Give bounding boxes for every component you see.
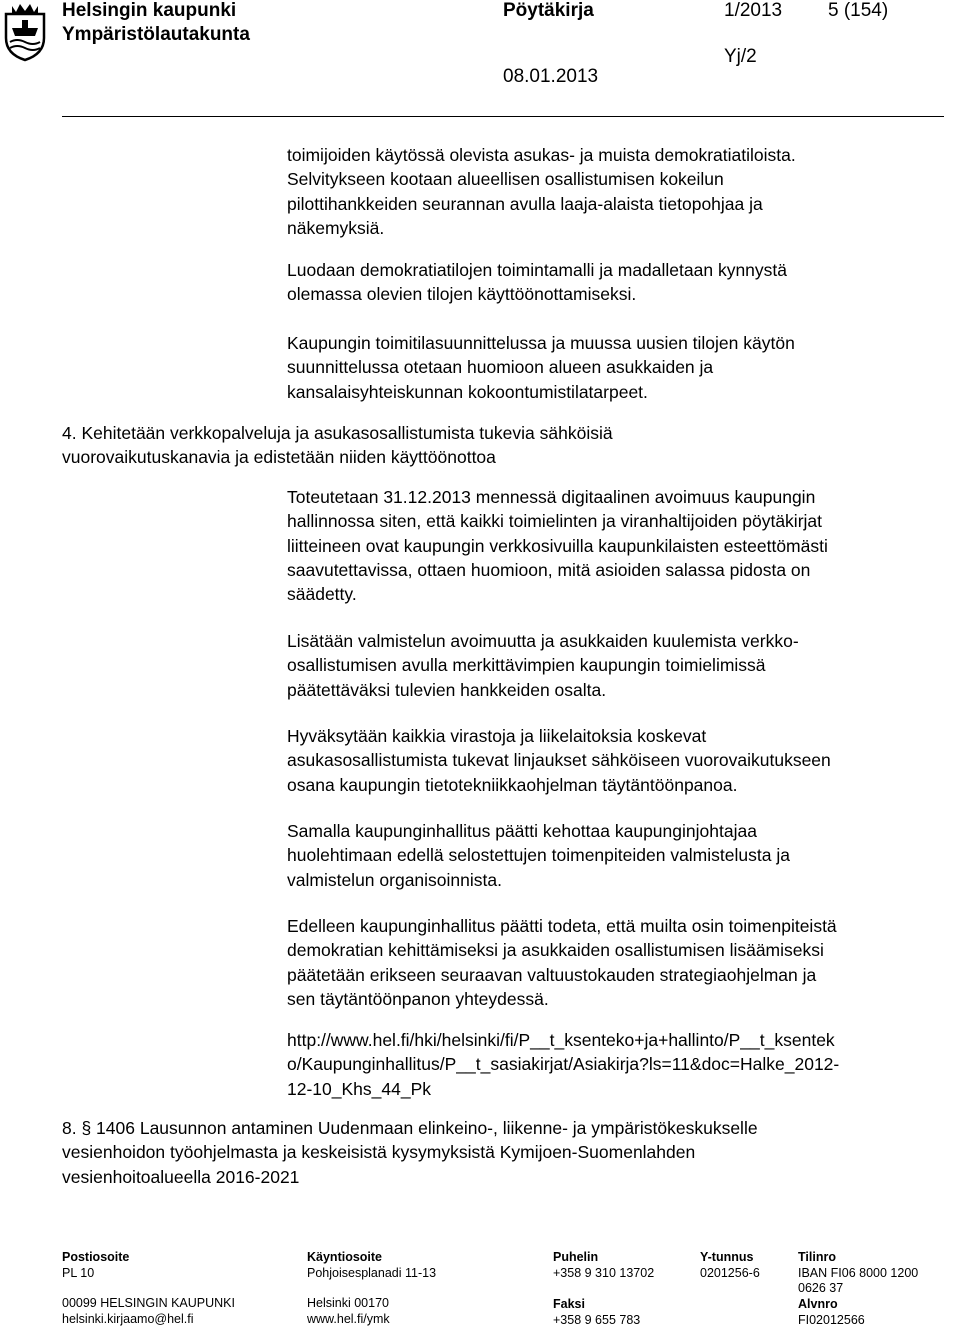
- footer-ytunnus: [700, 1250, 760, 1281]
- text-line: valmistelun organisoinnista.: [287, 869, 502, 890]
- paragraph-6: [287, 724, 960, 797]
- footer-kayntiosoite: [307, 1250, 436, 1327]
- header-doc-type: Pöytäkirja: [503, 0, 594, 21]
- paragraph-1: [287, 143, 960, 240]
- footer-tilinro: [798, 1250, 918, 1297]
- paragraph-7: [287, 819, 960, 892]
- text-line: huolehtimaan edellä selostettujen toimenpiteiden valmistelusta ja: [287, 845, 790, 866]
- header-org: Helsingin kaupunki: [62, 0, 237, 21]
- text-line: säädetty.: [287, 584, 357, 605]
- paragraph-5: [287, 629, 960, 702]
- text-line: sen täytäntöönpanon yhteydessä.: [287, 988, 549, 1009]
- text-line: liitteineen ovat kaupungin verkkosivuilla kaupunkilaisten esteettömästi: [287, 535, 828, 556]
- footer-label: Postiosoite: [62, 1250, 130, 1264]
- header-number: 1/2013: [724, 0, 783, 21]
- paragraph-2: [287, 258, 960, 307]
- footer-value: PL 10: [62, 1265, 95, 1280]
- text-line: hallinnossa siten, että kaikki toimielinten ja viranhaltijoiden pöytäkirjat: [287, 511, 823, 532]
- footer-value: FI02012566: [798, 1312, 865, 1327]
- paragraph-3: [287, 331, 960, 404]
- text-line: Edelleen kaupunginhallitus päätti todeta, että muilta osin toimenpiteistä: [287, 916, 837, 936]
- header-rule: [62, 116, 944, 117]
- text-line: Toteutetaan 31.12.2013 mennessä digitaalinen avoimuus kaupungin: [287, 487, 816, 507]
- footer-website[interactable]: www.hel.fi/ymk: [307, 1311, 390, 1326]
- text-line: Luodaan demokratiatilojen toimintamalli ja madalletaan kynnystä: [287, 260, 788, 280]
- text-line: vuorovaikutuskanavia ja edistetään niiden käyttöönottoa: [62, 447, 496, 468]
- footer-label: Alvnro: [798, 1297, 838, 1311]
- footer-label: Käyntiosoite: [307, 1250, 383, 1264]
- link-line[interactable]: o/Kaupunginhallitus/P__t_sasiakirjat/Asiakirja?ls=11&doc=Halke_2012-: [287, 1054, 840, 1075]
- footer-alvnro: [798, 1297, 865, 1328]
- text-line: kansalaisyhteiskunnan kokoontumistilatarpeet.: [287, 381, 648, 402]
- paragraph-8: [287, 914, 960, 1011]
- text-line: osana kaupungin tietotekniikkaohjelman täytäntöönpanoa.: [287, 774, 738, 795]
- text-line: toimijoiden käytössä olevista asukas- ja muista demokratiatiloista.: [287, 145, 796, 165]
- text-line: asukasosallistumista tukevat linjaukset sähköiseen vuorovaikutukseen: [287, 750, 831, 771]
- text-line: vesienhoidon työohjelmasta ja keskeisistä kysymyksistä Kymijoen-Suomenlahden: [62, 1142, 696, 1163]
- text-line: suunnittelussa otetaan huomioon alueen asukkaiden ja: [287, 357, 714, 378]
- text-line: saavutettavissa, ottaen huomioon, mitä asioiden salassa pidosta on: [287, 559, 811, 580]
- text-line: Lisätään valmistelun avoimuutta ja asukkaiden kuulemista verkko-: [287, 631, 799, 651]
- text-line: päätetään erikseen seuraavan valtuustokauden strategiaohjelman ja: [287, 964, 817, 985]
- text-line: näkemyksiä.: [287, 217, 385, 238]
- footer-value: Helsinki 00170: [307, 1296, 389, 1310]
- text-line: olemassa olevien tilojen käyttöönottamiseksi.: [287, 284, 637, 305]
- footer-label: Tilinro: [798, 1250, 836, 1264]
- footer-value: +358 9 310 13702: [553, 1265, 655, 1280]
- header-date: 08.01.2013: [503, 66, 599, 87]
- footer-email[interactable]: helsinki.kirjaamo@hel.fi: [62, 1311, 194, 1326]
- text-line: vesienhoitoalueella 2016-2021: [62, 1166, 300, 1187]
- city-crest-logo: [2, 0, 48, 62]
- item-4-heading: [62, 421, 960, 470]
- footer-value: 0201256-6: [700, 1265, 760, 1280]
- reference-link[interactable]: [287, 1028, 960, 1101]
- footer-value: 0626 37: [798, 1281, 844, 1295]
- text-line: päätettäväksi tulevien hankkeiden osalta.: [287, 679, 607, 700]
- text-line: Selvitykseen kootaan alueellisen osallistumisen kokeilun: [287, 169, 724, 190]
- header-page: 5 (154): [828, 0, 889, 21]
- footer-value: Pohjoisesplanadi 11-13: [307, 1265, 437, 1280]
- text-line: Hyväksytään kaikkia virastoja ja liikelaitoksia koskevat: [287, 726, 707, 746]
- link-line[interactable]: 12-10_Khs_44_Pk: [287, 1078, 431, 1099]
- link-line[interactable]: http://www.hel.fi/hki/helsinki/fi/P__t_ksenteko+ja+hallinto/P__t_ksentek: [287, 1030, 835, 1050]
- header-committee: Ympäristölautakunta: [62, 24, 250, 45]
- footer-label: Faksi: [553, 1297, 585, 1311]
- footer-label: Puhelin: [553, 1250, 599, 1264]
- text-line: Samalla kaupunginhallitus päätti kehottaa kaupunginjohtajaa: [287, 821, 757, 841]
- footer-value: IBAN FI06 8000 1200: [798, 1265, 919, 1280]
- footer-faksi: [553, 1297, 640, 1328]
- header-section: Yj/2: [724, 46, 757, 67]
- footer-value: 00099 HELSINGIN KAUPUNKI: [62, 1296, 235, 1310]
- footer-puhelin: [553, 1250, 654, 1281]
- text-line: 4. Kehitetään verkkopalveluja ja asukasosallistumista tukevia sähköisiä: [62, 423, 613, 443]
- footer-postiosoite: [62, 1250, 235, 1327]
- footer-label: Y-tunnus: [700, 1250, 754, 1264]
- text-line: Kaupungin toimitilasuunnittelussa ja muussa uusien tilojen käytön: [287, 333, 795, 353]
- paragraph-4: [287, 485, 960, 606]
- text-line: 8. § 1406 Lausunnon antaminen Uudenmaan elinkeino-, liikenne- ja ympäristökeskukselle: [62, 1118, 758, 1138]
- item-8-heading: [62, 1116, 960, 1189]
- footer-value: +358 9 655 783: [553, 1312, 641, 1327]
- text-line: pilottihankkeiden seurannan avulla laaja-alaista tietopohjaa ja: [287, 193, 763, 214]
- text-line: demokratian kehittämiseksi ja asukkaiden osallistumisen lisäämiseksi: [287, 940, 824, 961]
- text-line: osallistumisen avulla merkittävimpien kaupungin toimielimissä: [287, 655, 766, 676]
